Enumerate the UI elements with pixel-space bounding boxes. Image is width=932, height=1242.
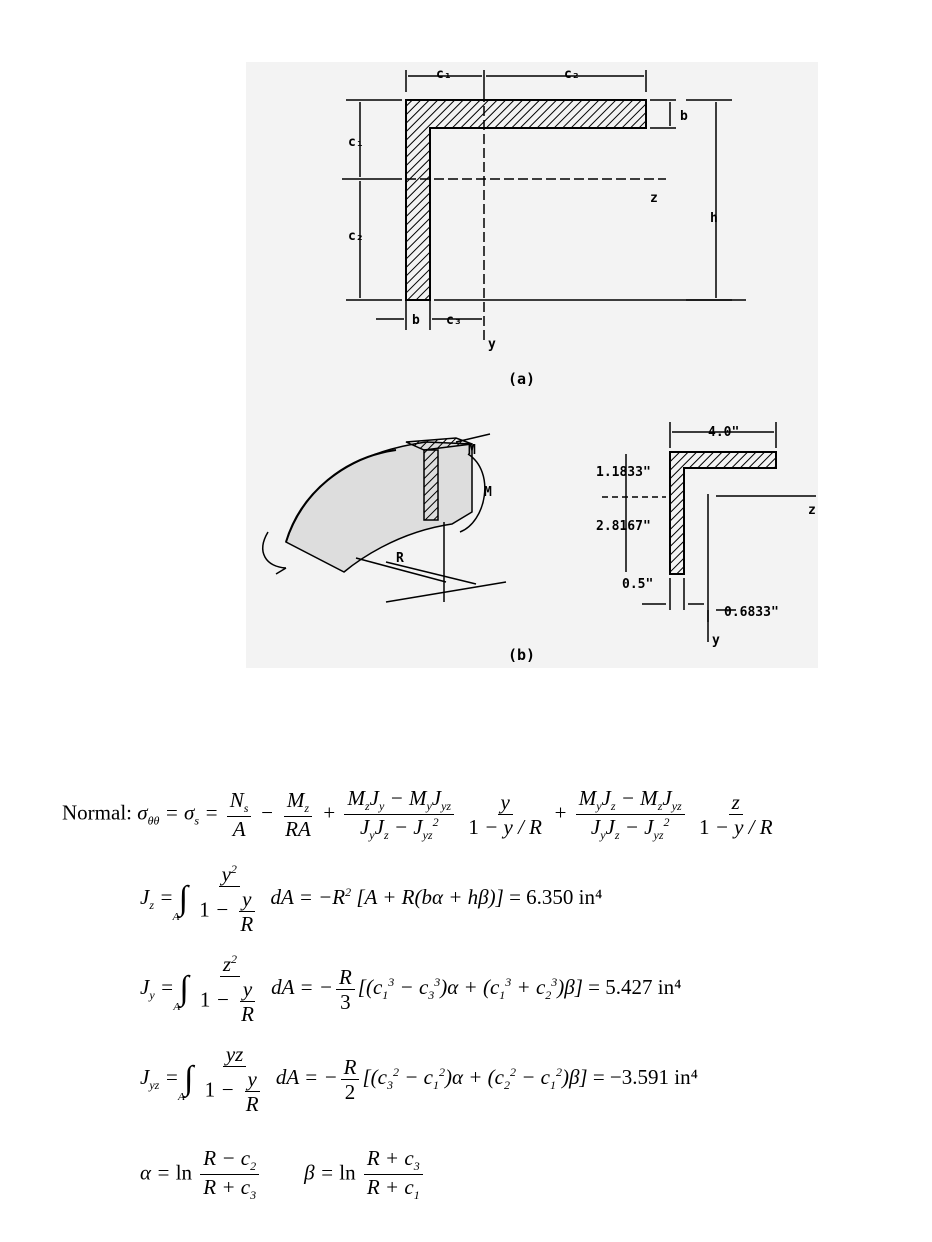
equation-normal: Normal: $\sigma_{\theta\theta} = \sigma_s$ = $\frac{N_s}{A}$ − $\frac{M_z}{RA}$ + $\frac{M_zJ_y - M_yJ_{yz}}{J_yJ_z - J_{yz}^2}$ $\frac{y}{1 - y / R}$ + $\frac{M_yJ_z - M_zJ_{yz}}{J_yJ_z - J_{yz}^2}$ $\frac{z}{1 - y / R}$ [62, 786, 773, 843]
label-c1-top: c₁ [436, 67, 452, 82]
label-b-bottom: b [412, 313, 420, 328]
caption-b: (b) [508, 646, 536, 664]
label-t: 0.5" [622, 577, 654, 592]
caption-a: (a) [508, 370, 536, 388]
equation-Jyz: $J_{yz}$ = ∫ A yz 1 − $\frac{y}{R}$ dA = − $\frac{R}{2}$ $[(c_3^2 - c_1^2)\alpha + (c_2^2 - c_1^2)\beta] = -3.591$ in⁴ [140, 1042, 698, 1117]
equation-Jz: $J_z$ = ∫ A $y^2$ 1 − $\frac{y}{R}$ dA = $-R^2$ [A + R(bα + hβ)] = 6.350 in⁴ [140, 862, 603, 937]
Jy-value: = 5.427 in⁴ [588, 975, 682, 1000]
Jyz-value: = −3.591 in⁴ [592, 1065, 698, 1090]
label-c2-top: c₂ [564, 67, 580, 82]
label-R: R [396, 551, 404, 566]
label-d2: 2.8167" [596, 519, 651, 534]
equation-alpha-beta: α = ln $\frac{R - c_2}{R + c_3}$ β = ln $\frac{R + c_3}{R + c_1}$ [140, 1146, 426, 1203]
label-c3-b: 0.6833" [724, 605, 779, 620]
label-M2: M [484, 485, 492, 500]
label-M1: M [468, 443, 476, 458]
label-b-right: b [680, 109, 688, 124]
label-y-b: y [712, 633, 720, 648]
label-width: 4.0" [708, 425, 740, 440]
label-c2-left: c₂ [348, 229, 364, 244]
label-z-a: z [650, 191, 658, 206]
label-c1-left: c₁ [348, 135, 364, 150]
label-y-a: y [488, 337, 496, 352]
label-c3: c₃ [446, 313, 462, 328]
equation-Jy: $J_y$ = ∫ A $z^2$ 1 − $\frac{y}{R}$ dA = − $\frac{R}{3}$ $[(c_1^3 - c_3^3)\alpha + (c_1^3 + c_2^3)\beta] = 5.427$ in⁴ [140, 952, 682, 1027]
label-z-b: z [808, 503, 816, 518]
Jz-value: = 6.350 in⁴ [509, 885, 603, 910]
label-h: h [710, 211, 718, 226]
normal-label: Normal: [62, 800, 132, 825]
label-d1: 1.1833" [596, 465, 651, 480]
